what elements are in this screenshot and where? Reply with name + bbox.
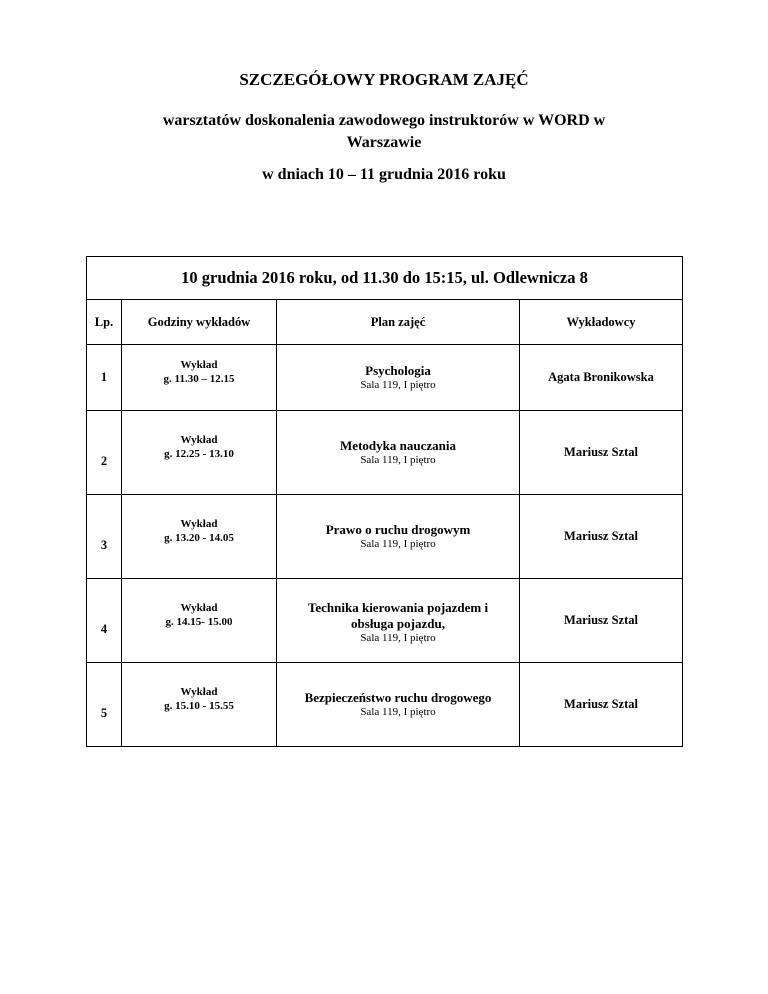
document-title: SZCZEGÓŁOWY PROGRAM ZAJĘĆ [239, 70, 529, 89]
table-row [87, 345, 683, 411]
row-number: 5 [87, 663, 122, 747]
document-dates: w dniach 10 – 11 grudnia 2016 roku [262, 166, 506, 183]
lecture-time [122, 663, 277, 747]
lecture-time [122, 345, 277, 411]
column-header-lecturers: Wykładowcy [520, 300, 683, 345]
document-subtitle: warsztatów doskonalenia zawodowego instruktorów w WORD w Warszawie [162, 112, 606, 151]
schedule-table [86, 256, 683, 747]
table-row [87, 411, 683, 495]
lecture-time [122, 495, 277, 579]
row-number: 1 [87, 345, 122, 411]
lecture-hours: g. 14.15- 15.00 [165, 615, 233, 628]
lecture-hours: g. 15.10 - 15.55 [164, 699, 234, 712]
lecturer-name: Agata Bronikowska [520, 345, 683, 411]
lecture-title: Technika kierowania pojazdem i obsługa pojazdu, [307, 600, 489, 631]
lecturer-name: Mariusz Sztal [520, 495, 683, 579]
lecture-hours: g. 13.20 - 14.05 [164, 531, 234, 544]
lecturer-name: Mariusz Sztal [520, 411, 683, 495]
row-number: 3 [87, 495, 122, 579]
table-row [87, 495, 683, 579]
lecture-plan [277, 411, 520, 495]
row-number: 4 [87, 579, 122, 663]
lecture-room: Sala 119, I piętro [360, 379, 436, 391]
table-row [87, 663, 683, 747]
lecture-plan [277, 579, 520, 663]
lecture-type: Wykład [180, 517, 218, 530]
lecture-hours: g. 12.25 - 13.10 [164, 447, 234, 460]
lecture-title: Metodyka nauczania [340, 438, 456, 453]
row-number: 2 [87, 411, 122, 495]
lecturer-name: Mariusz Sztal [520, 579, 683, 663]
lecture-type: Wykład [180, 358, 218, 371]
lecture-plan [277, 345, 520, 411]
lecture-title: Bezpieczeństwo ruchu drogowego [304, 690, 492, 705]
column-header-hours: Godziny wykładów [122, 300, 277, 345]
lecture-type: Wykład [180, 685, 218, 698]
column-header-plan: Plan zajęć [277, 300, 520, 345]
lecture-plan [277, 495, 520, 579]
lecture-type: Wykład [180, 601, 218, 614]
session-heading: 10 grudnia 2016 roku, od 11.30 do 15:15, ul. Odlewnicza 8 [87, 257, 683, 300]
lecturer-name: Mariusz Sztal [520, 663, 683, 747]
table-row [87, 579, 683, 663]
column-header-lp: Lp. [87, 300, 122, 345]
lecture-type: Wykład [180, 433, 218, 446]
lecture-time [122, 411, 277, 495]
lecture-room: Sala 119, I piętro [360, 454, 436, 466]
lecture-time [122, 579, 277, 663]
lecture-hours: g. 11.30 – 12.15 [163, 372, 235, 385]
lecture-title: Prawo o ruchu drogowym [325, 522, 471, 537]
lecture-room: Sala 119, I piętro [360, 538, 436, 550]
lecture-room: Sala 119, I piętro [360, 706, 436, 718]
lecture-room: Sala 119, I piętro [360, 632, 436, 644]
lecture-title: Psychologia [365, 363, 431, 378]
lecture-plan [277, 663, 520, 747]
